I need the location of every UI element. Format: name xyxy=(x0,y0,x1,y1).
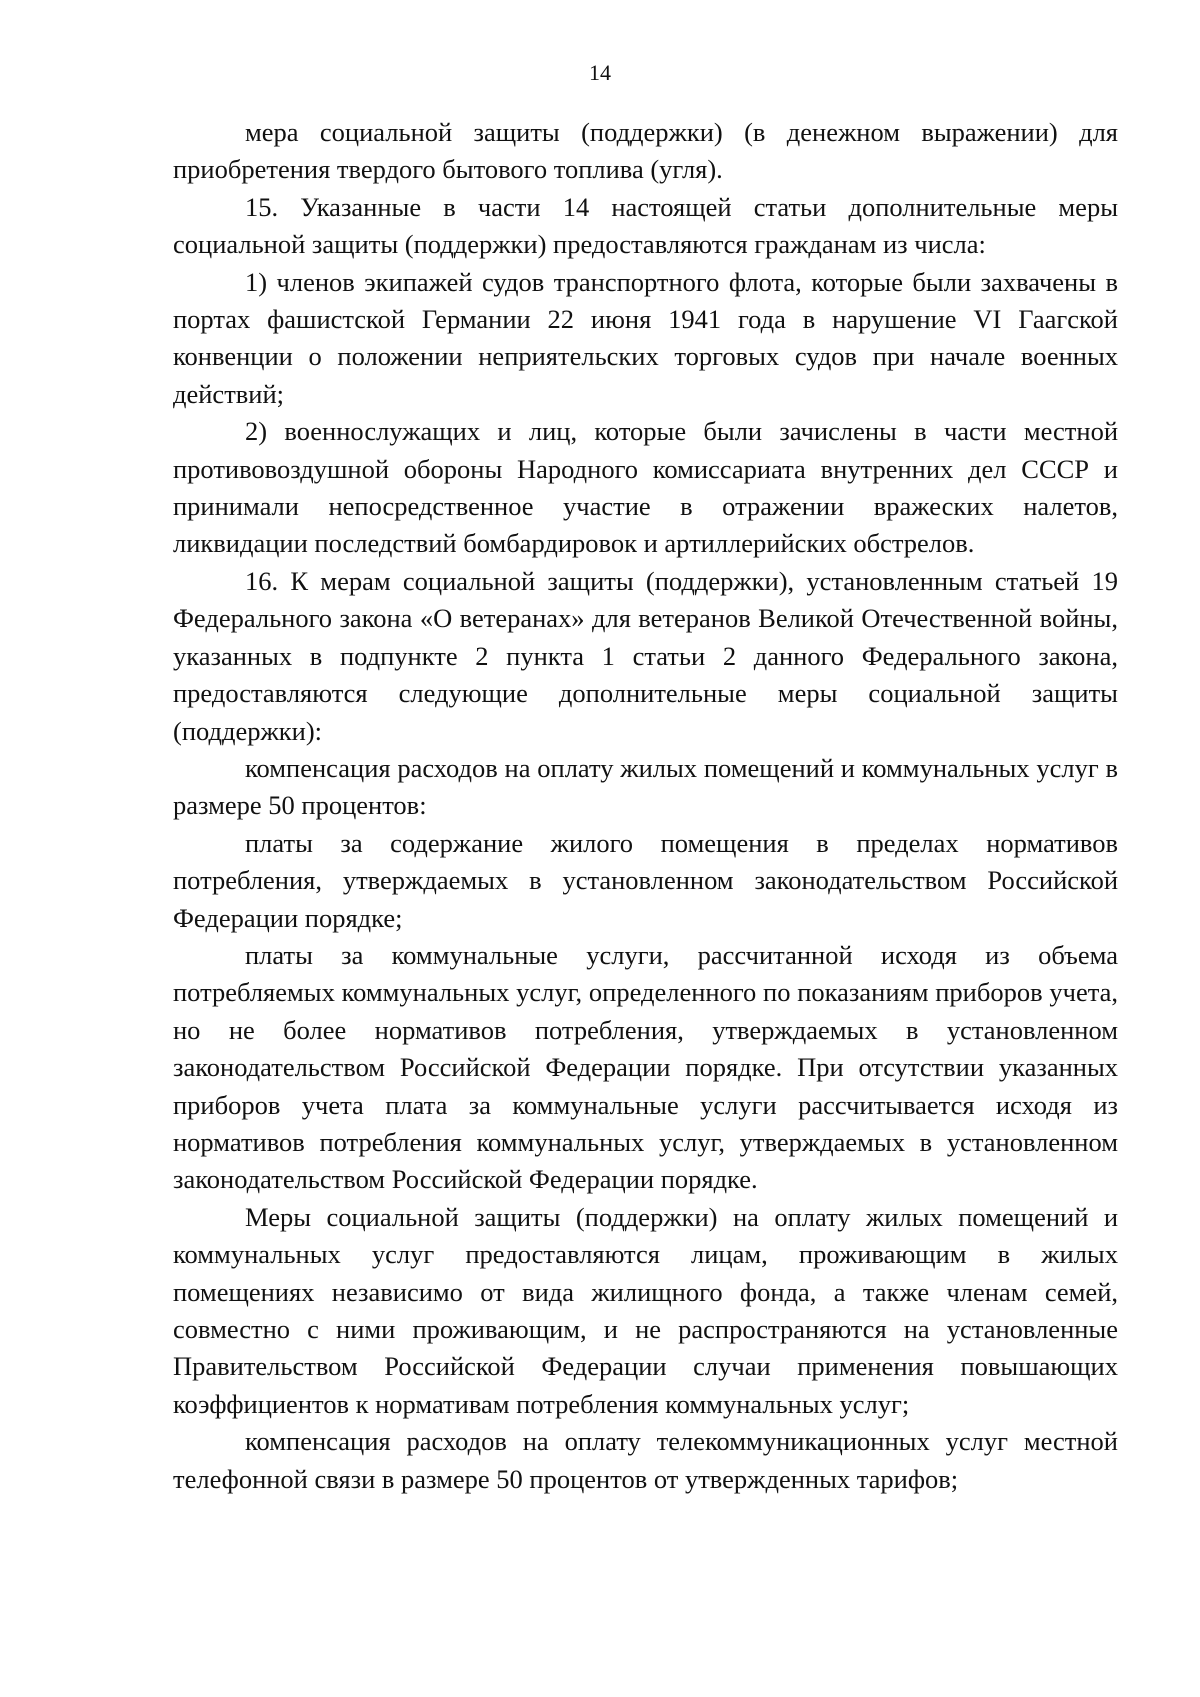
paragraph-subitem-2: 2) военнослужащих и лиц, которые были зачислены в части местной противовоздушной обороны Народного комиссариата внутренних дел СССР и принимали непосредственное участие в отражении вражеских налетов, ликвидации последствий бомбардировок и артиллерийских обстрелов. xyxy=(173,416,1118,559)
paragraph-housing-compensation: компенсация расходов на оплату жилых помещений и коммунальных услуг в размере 50 процентов: xyxy=(173,752,1118,821)
paragraph-housing-maintenance: платы за содержание жилого помещения в пределах нормативов потребления, утверждаемых в установленном законодательством Российской Федерации порядке; xyxy=(173,827,1118,933)
paragraph-item-16: 16. К мерам социальной защиты (поддержки), установленным статьей 19 Федерального закона «О ветеранах» для ветеранов Великой Отечественной войны, указанных в подпункте 2 пункта 1 статьи 2 данного Федерального закона, предоставляются следующие дополнительные меры социальной защиты (поддержки): xyxy=(173,565,1118,746)
paragraph-continuation-coal: мера социальной защиты (поддержки) (в денежном выражении) для приобретения твердого бытового топлива (угля). xyxy=(173,117,1118,185)
paragraph-item-15: 15. Указанные в части 14 настоящей статьи дополнительные меры социальной защиты (поддержки) предоставляются гражданам из числа: xyxy=(173,191,1118,260)
document-body xyxy=(173,114,1118,1498)
paragraph-subitem-1: 1) членов экипажей судов транспортного флота, которые были захвачены в портах фашистской Германии 22 июня 1941 года в нарушение VI Гаагской конвенции о положении неприятельских торговых судов при начале военных действий; xyxy=(173,266,1118,409)
page-number: 14 xyxy=(589,60,611,85)
paragraph-support-measures: Меры социальной защиты (поддержки) на оплату жилых помещений и коммунальных услуг предоставляются лицам, проживающим в жилых помещениях независимо от вида жилищного фонда, а также членам семей, совместно с ними проживающим, и не распространяются на установленные Правительством Российской Федерации случаи применения повышающих коэффициентов к нормативам потребления коммунальных услуг; xyxy=(173,1201,1118,1419)
paragraph-utilities: платы за коммунальные услуги, рассчитанной исходя из объема потребляемых коммунальных услуг, определенного по показаниям приборов учета, но не более нормативов потребления, утверждаемых в установленном законодательством Российской Федерации порядке. При отсутствии указанных приборов учета плата за коммунальные услуги рассчитывается исходя из нормативов потребления коммунальных услуг, утверждаемых в установленном законодательством Российской Федерации порядке. xyxy=(173,939,1118,1195)
paragraph-telecom-compensation: компенсация расходов на оплату телекоммуникационных услуг местной телефонной связи в размере 50 процентов от утвержденных тарифов; xyxy=(173,1426,1118,1494)
